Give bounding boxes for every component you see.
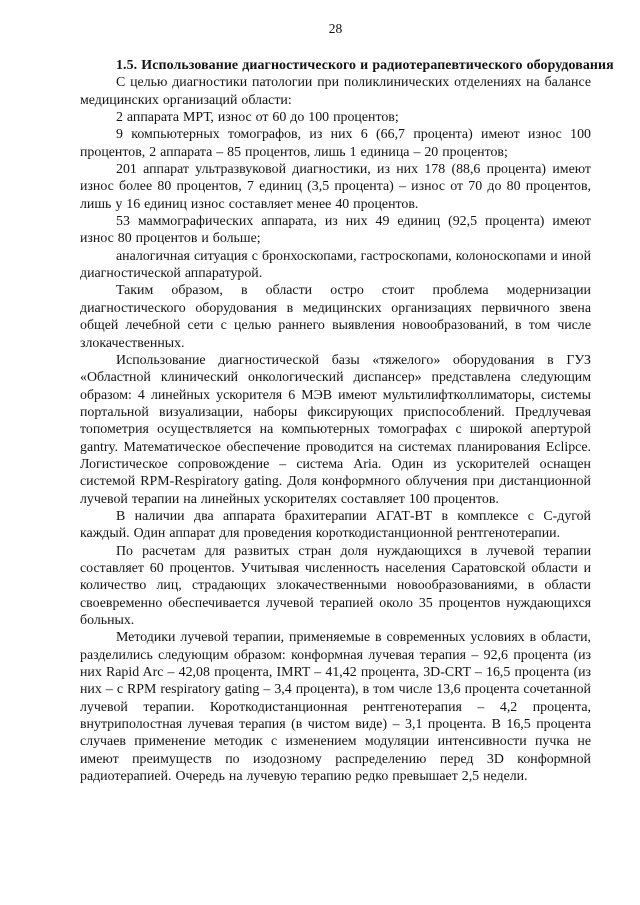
- page-number: 28: [328, 21, 343, 36]
- paragraph-heavy-equipment: Использование диагностической базы «тяжелого» оборудования в ГУЗ «Областной клинический онкологический диспансер» представлена следующим образом: 4 линейных ускорителя 6 МЭВ имеют мультилифтколлиматоры, системы портальной визуализации, наборы фиксирующих приспособлений. Предлучевая топометрия осуществляется на компьютерных томографах с широкой апертурой gantry. Математическое обеспечение проводится на системах планирования Eclipce. Логистическое сопровождение – система Aria. Один из ускорителей оснащен системой RPM-Respiratory gating. Доля конформного облучения при дистанционной лучевой терапии на линейных ускорителях составляет 100 процентов.: [80, 352, 591, 507]
- paragraph-ct: 9 компьютерных томографов, из них 6 (66,7 процента) имеют износ 100 процентов, 2 аппарата – 85 процентов, лишь 1 единица – 20 процентов;: [80, 127, 591, 160]
- paragraph-endoscopy: аналогичная ситуация с бронхоскопами, гастроскопами, колоноскопами и иной диагностической аппаратурой.: [80, 248, 591, 282]
- paragraph-brachytherapy: В наличии два аппарата брахитерапии АГАТ-ВТ в комплексе с С-дугой каждый. Один аппарат для проведения короткодистанционной рентгенотерапии.: [80, 508, 591, 542]
- paragraph-methods: Методики лучевой терапии, применяемые в современных условиях в области, разделились следующим образом: конформная лучевая терапия – 92,6 процента (из них Rapid Arc – 42,08 процента, IMRT – 41,42 процента, 3D-CRT – 16,5 процента (из них – с RPM respiratory gating – 3,4 процента), в том числе 13,6 процента сочетанной лучевой терапии. Короткодистанционная рентгенотерапия – 4,2 процента, внутриполостная лучевая терапия (в чистом виде) – 3,1 процента. В 16,5 процента случаев применение методик с изменением модуляции интенсивности пучка не имеют преимуществ по изодозному распределению перед 3D конформной радиотерапией. Очередь на лучевую терапию редко превышает 2,5 недели.: [80, 630, 591, 785]
- paragraph-radiotherapy-need: По расчетам для развитых стран доля нуждающихся в лучевой терапии составляет 60 процентов. Учитывая численность населения Саратовской области и количество лиц, страдающих злокачественными новообразованиями, в области своевременно обеспечивается лучевой терапией около 35 процентов нуждающихся больных.: [80, 543, 591, 628]
- page-content: [80, 57, 614, 785]
- section-heading: 1.5. Использование диагностического и радиотерапевтического оборудования: [116, 58, 614, 73]
- paragraph-modernization: Таким образом, в области остро стоит проблема модернизации диагностического оборудования в медицинских организациях первичного звена общей лечебной сети с целью раннего выявления новообразований, в том числе злокачественных.: [80, 283, 591, 351]
- paragraph-mri: 2 аппарата МРТ, износ от 60 до 100 процентов;: [116, 110, 399, 126]
- paragraph-mammography: 53 маммографических аппарата, из них 49 единиц (92,5 процента) имеют износ 80 процентов и больше;: [80, 214, 591, 247]
- paragraph-intro: С целью диагностики патологии при поликлинических отделениях на балансе медицинских организаций области:: [80, 75, 591, 108]
- paragraph-ultrasound: 201 аппарат ультразвуковой диагностики, из них 178 (88,6 процента) имеют износ более 80 процентов, 7 единиц (3,5 процента) – износ от 70 до 80 процентов, лишь у 16 единиц износ составляет менее 40 процентов.: [80, 162, 591, 212]
